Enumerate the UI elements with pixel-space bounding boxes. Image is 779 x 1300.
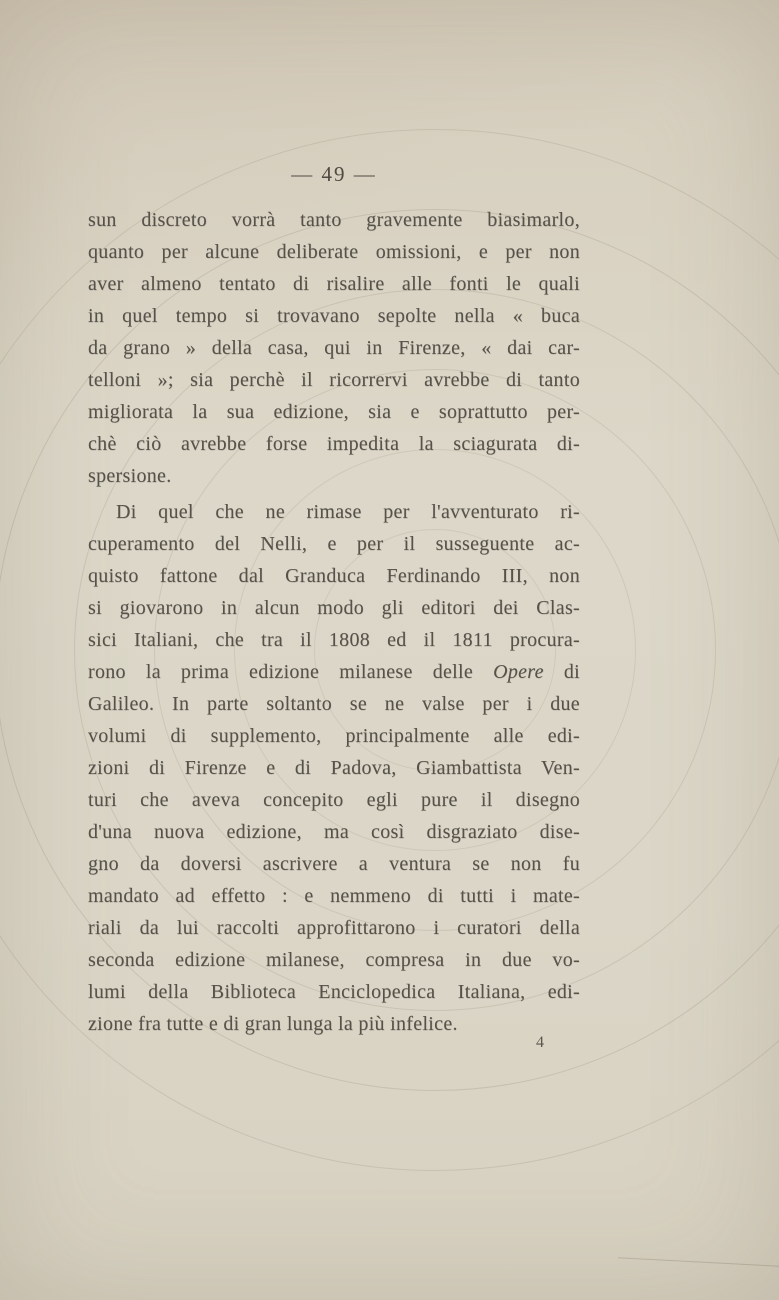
text-segment: d'una nuova edizione, ma così disgraziato dise- — [88, 821, 580, 843]
text-segment: volumi di supplemento, principalmente alle edi- — [88, 725, 580, 747]
text-line — [88, 268, 580, 300]
text-segment: zione fra tutte e di gran lunga la più infelice. — [88, 1013, 458, 1035]
text-segment: rono la prima edizione milanese delle — [88, 661, 494, 683]
text-line — [88, 688, 580, 720]
paragraph — [88, 496, 580, 1040]
text-segment: quisto fattone dal Granduca Ferdinando III, non — [88, 565, 580, 587]
text-segment: aver almeno tentato di risalire alle fonti le quali — [88, 273, 580, 295]
text-segment: in quel tempo si trovavano sepolte nella « buca — [88, 305, 580, 327]
text-segment: mandato ad effetto : e nemmeno di tutti i mate- — [88, 885, 580, 907]
text-line — [88, 784, 580, 816]
text-block — [88, 204, 580, 1040]
text-line — [88, 560, 580, 592]
text-line — [88, 912, 580, 944]
text-line — [88, 976, 580, 1008]
text-segment: riali da lui raccolti approfittarono i curatori della — [88, 917, 580, 939]
text-segment: quanto per alcune deliberate omissioni, e per non — [88, 241, 580, 263]
text-segment: si giovarono in alcun modo gli editori dei Clas- — [88, 597, 580, 619]
text-line — [88, 332, 580, 364]
text-line — [88, 528, 580, 560]
text-segment: turi che aveva concepito egli pure il disegno — [88, 789, 580, 811]
signature-mark: 4 — [536, 1034, 544, 1051]
text-segment: telloni »; sia perchè il ricorrervi avrebbe di tanto — [88, 369, 580, 391]
text-line — [88, 816, 580, 848]
text-segment: lumi della Biblioteca Enciclopedica Italiana, edi- — [88, 981, 580, 1003]
text-segment: cuperamento del Nelli, e per il susseguente ac- — [88, 533, 580, 555]
text-line — [88, 592, 580, 624]
paragraph — [88, 204, 580, 492]
text-line — [88, 848, 580, 880]
text-line — [88, 880, 580, 912]
text-line — [88, 944, 580, 976]
text-line — [88, 624, 580, 656]
text-segment: sun discreto vorrà tanto gravemente biasimarlo, — [88, 209, 580, 231]
text-segment: zioni di Firenze e di Padova, Giambattista Ven- — [88, 757, 580, 779]
text-line — [88, 236, 580, 268]
text-line — [88, 300, 580, 332]
text-line — [88, 364, 580, 396]
page-edge-shadow — [618, 1257, 779, 1267]
italic-text: Opere — [493, 661, 544, 683]
text-segment: Di quel che ne rimase per l'avventurato ri- — [116, 501, 580, 523]
text-segment: sici Italiani, che tra il 1808 ed il 1811 procura- — [88, 629, 580, 651]
page-number-header: — 49 — — [291, 162, 377, 186]
text-segment: chè ciò avrebbe forse impedita la sciagurata di- — [88, 433, 580, 455]
text-line — [88, 752, 580, 784]
text-line — [88, 204, 580, 236]
text-line — [88, 656, 580, 688]
text-segment: seconda edizione milanese, compresa in due vo- — [88, 949, 580, 971]
text-segment: spersione. — [88, 465, 172, 487]
text-line — [88, 428, 580, 460]
text-line — [88, 720, 580, 752]
text-segment: Galileo. In parte soltanto se ne valse per i due — [88, 693, 580, 715]
text-segment: di — [543, 661, 580, 683]
text-line — [88, 1008, 580, 1040]
text-segment: da grano » della casa, qui in Firenze, « dai car- — [88, 337, 580, 359]
text-line — [88, 396, 580, 428]
text-segment: gno da doversi ascrivere a ventura se non fu — [88, 853, 580, 875]
text-line — [88, 496, 580, 528]
text-line — [88, 460, 580, 492]
text-segment: migliorata la sua edizione, sia e soprattutto per- — [88, 401, 580, 423]
